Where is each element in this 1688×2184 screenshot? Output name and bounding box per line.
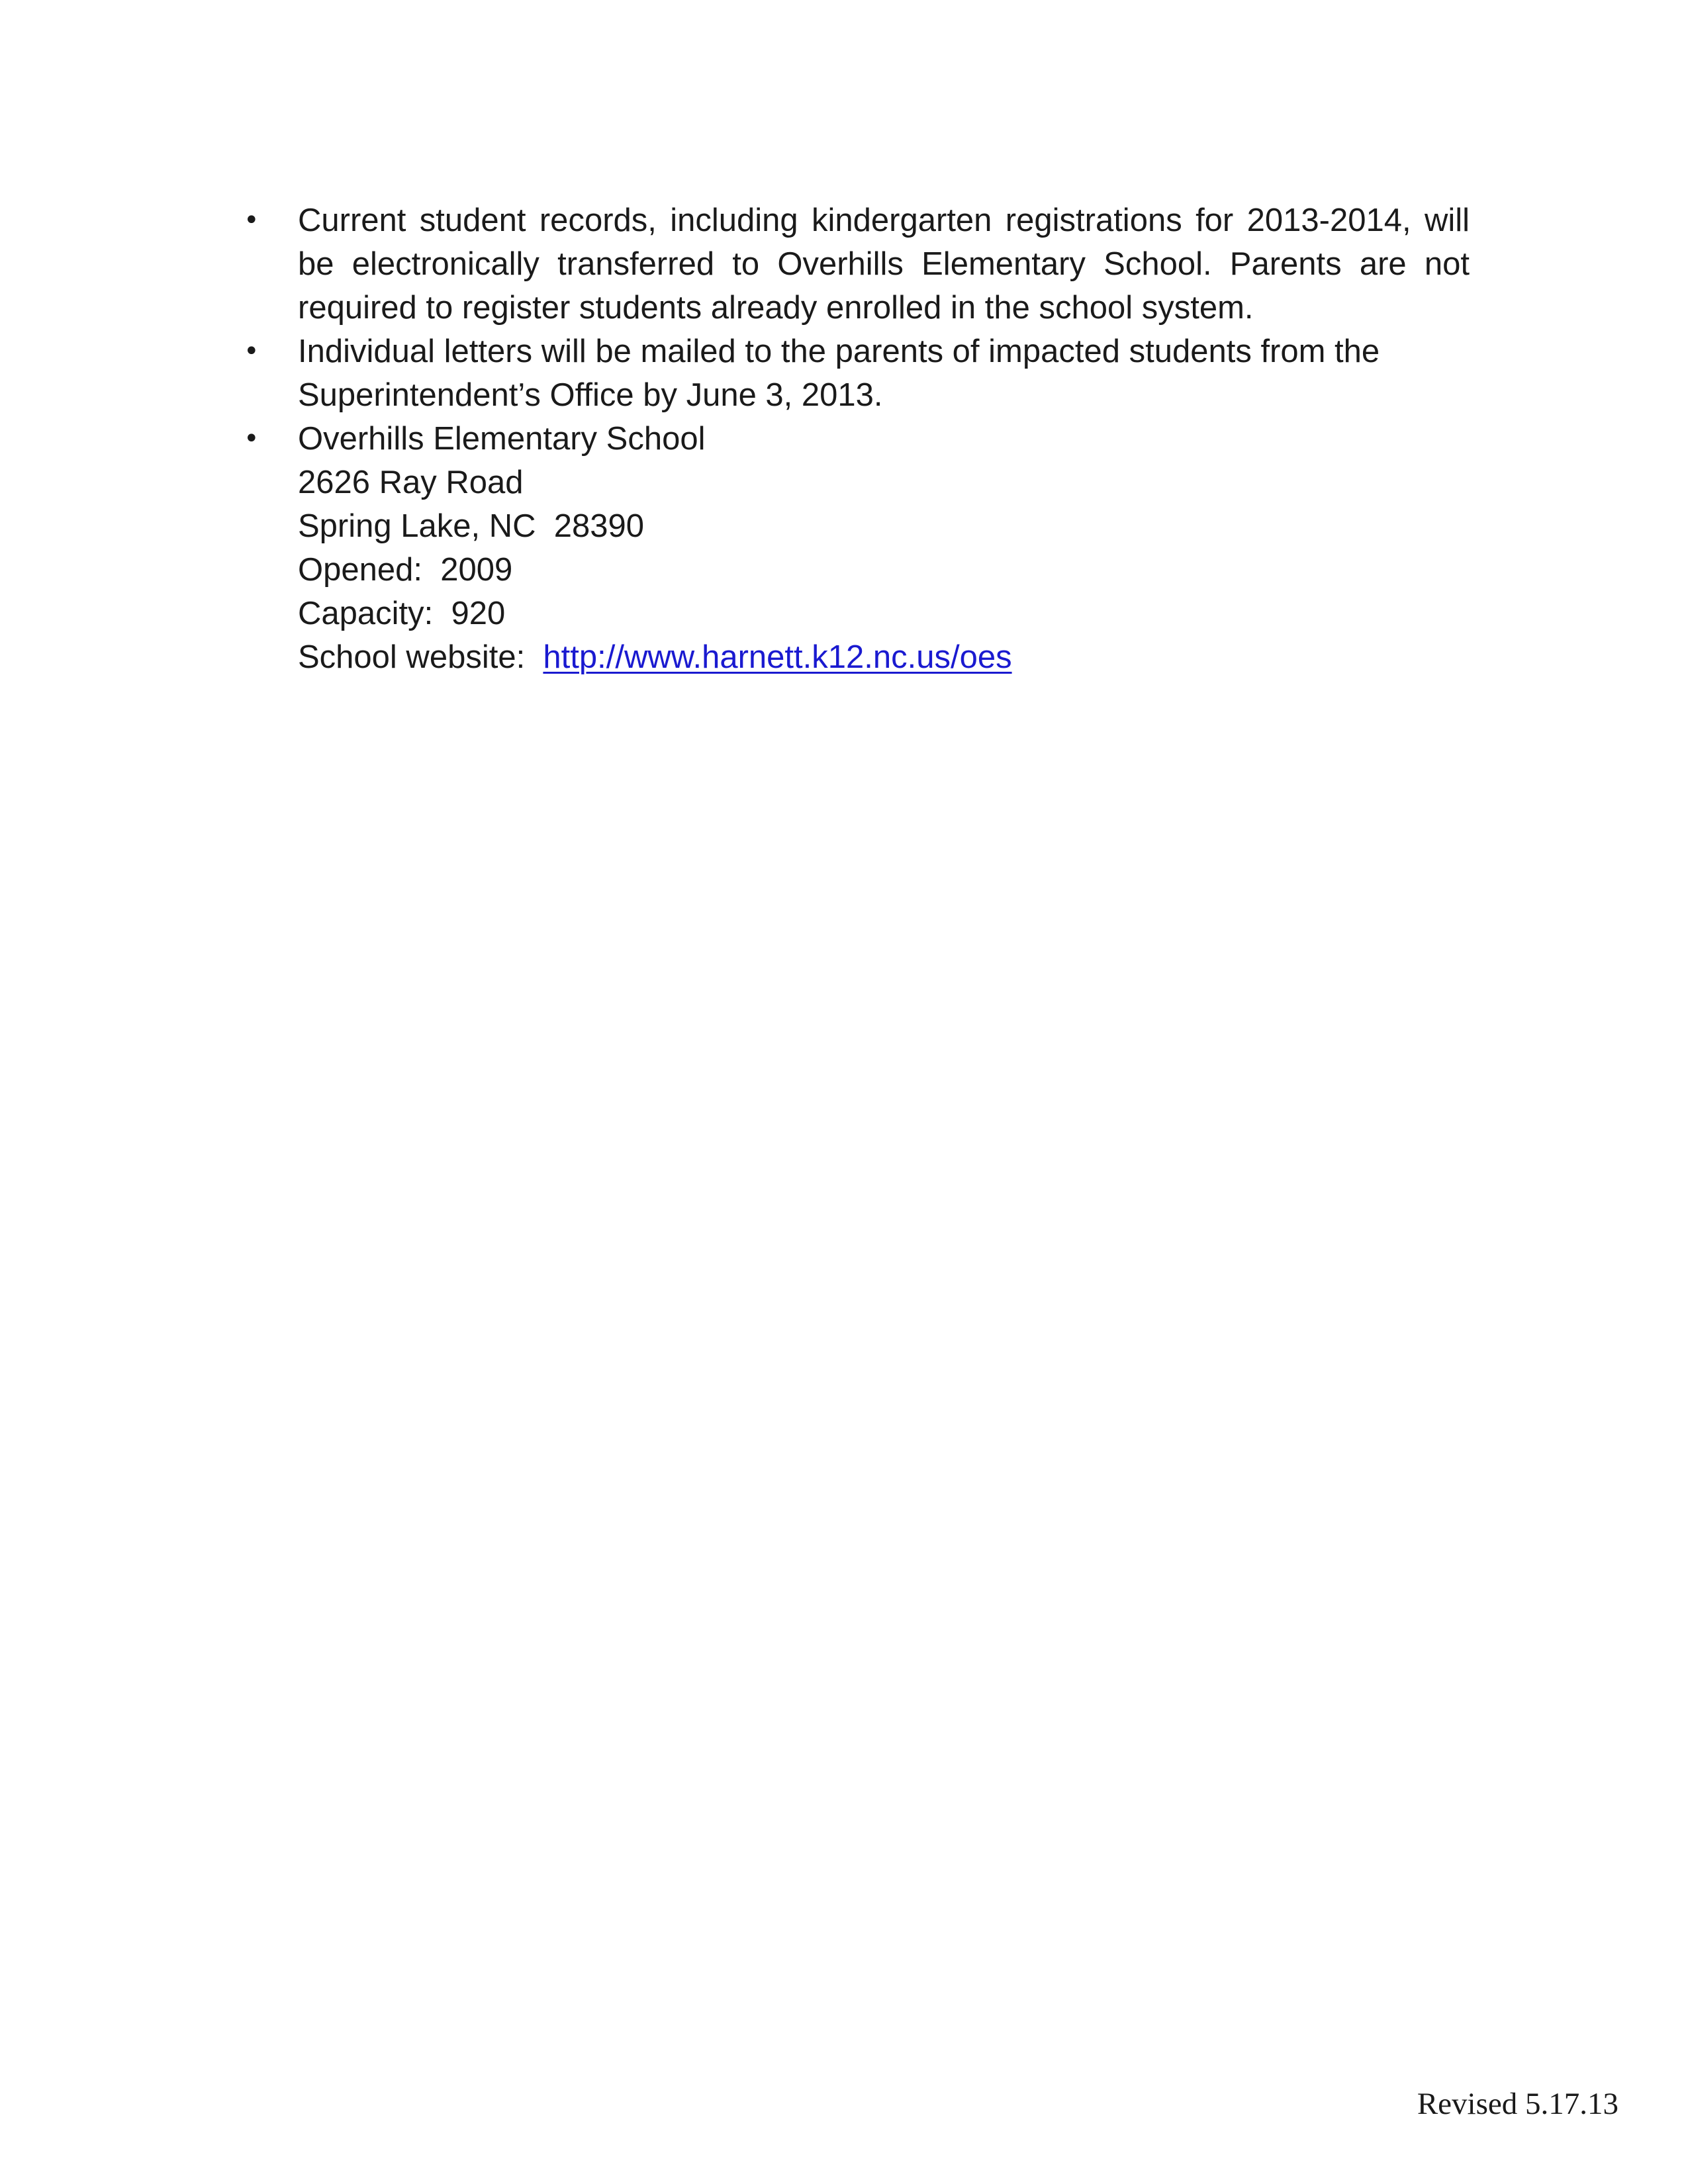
bullet-icon: • (244, 336, 259, 367)
capacity: Capacity: 920 (298, 596, 506, 631)
bullet-text-records: Current student records, including kindergarten registrations for 2013-2014, will be electronically transferred to Overhills Elementary School. Parents are not required to register students already enrolled in the school system. (298, 203, 1470, 326)
address-street: 2626 Ray Road (298, 465, 524, 500)
list-item (238, 417, 1470, 679)
opened-year: Opened: 2009 (298, 552, 513, 588)
website-line (298, 635, 1470, 679)
bullet-icon: • (244, 205, 259, 236)
bullet-list (238, 199, 1470, 679)
address-city-state-zip: Spring Lake, NC 28390 (298, 508, 644, 544)
revised-date-footer: Revised 5.17.13 (1417, 2087, 1618, 2121)
school-name: Overhills Elementary School (298, 421, 706, 457)
list-item (238, 199, 1470, 330)
bullet-text-letters: Individual letters will be mailed to the parents of impacted students from the Superintendent’s Office by June 3, 2013. (298, 334, 1380, 413)
website-label: School website: (298, 639, 543, 675)
school-website-link[interactable]: http://www.harnett.k12.nc.us/oes (543, 639, 1012, 675)
list-item (238, 330, 1470, 417)
bullet-icon: • (244, 424, 259, 454)
